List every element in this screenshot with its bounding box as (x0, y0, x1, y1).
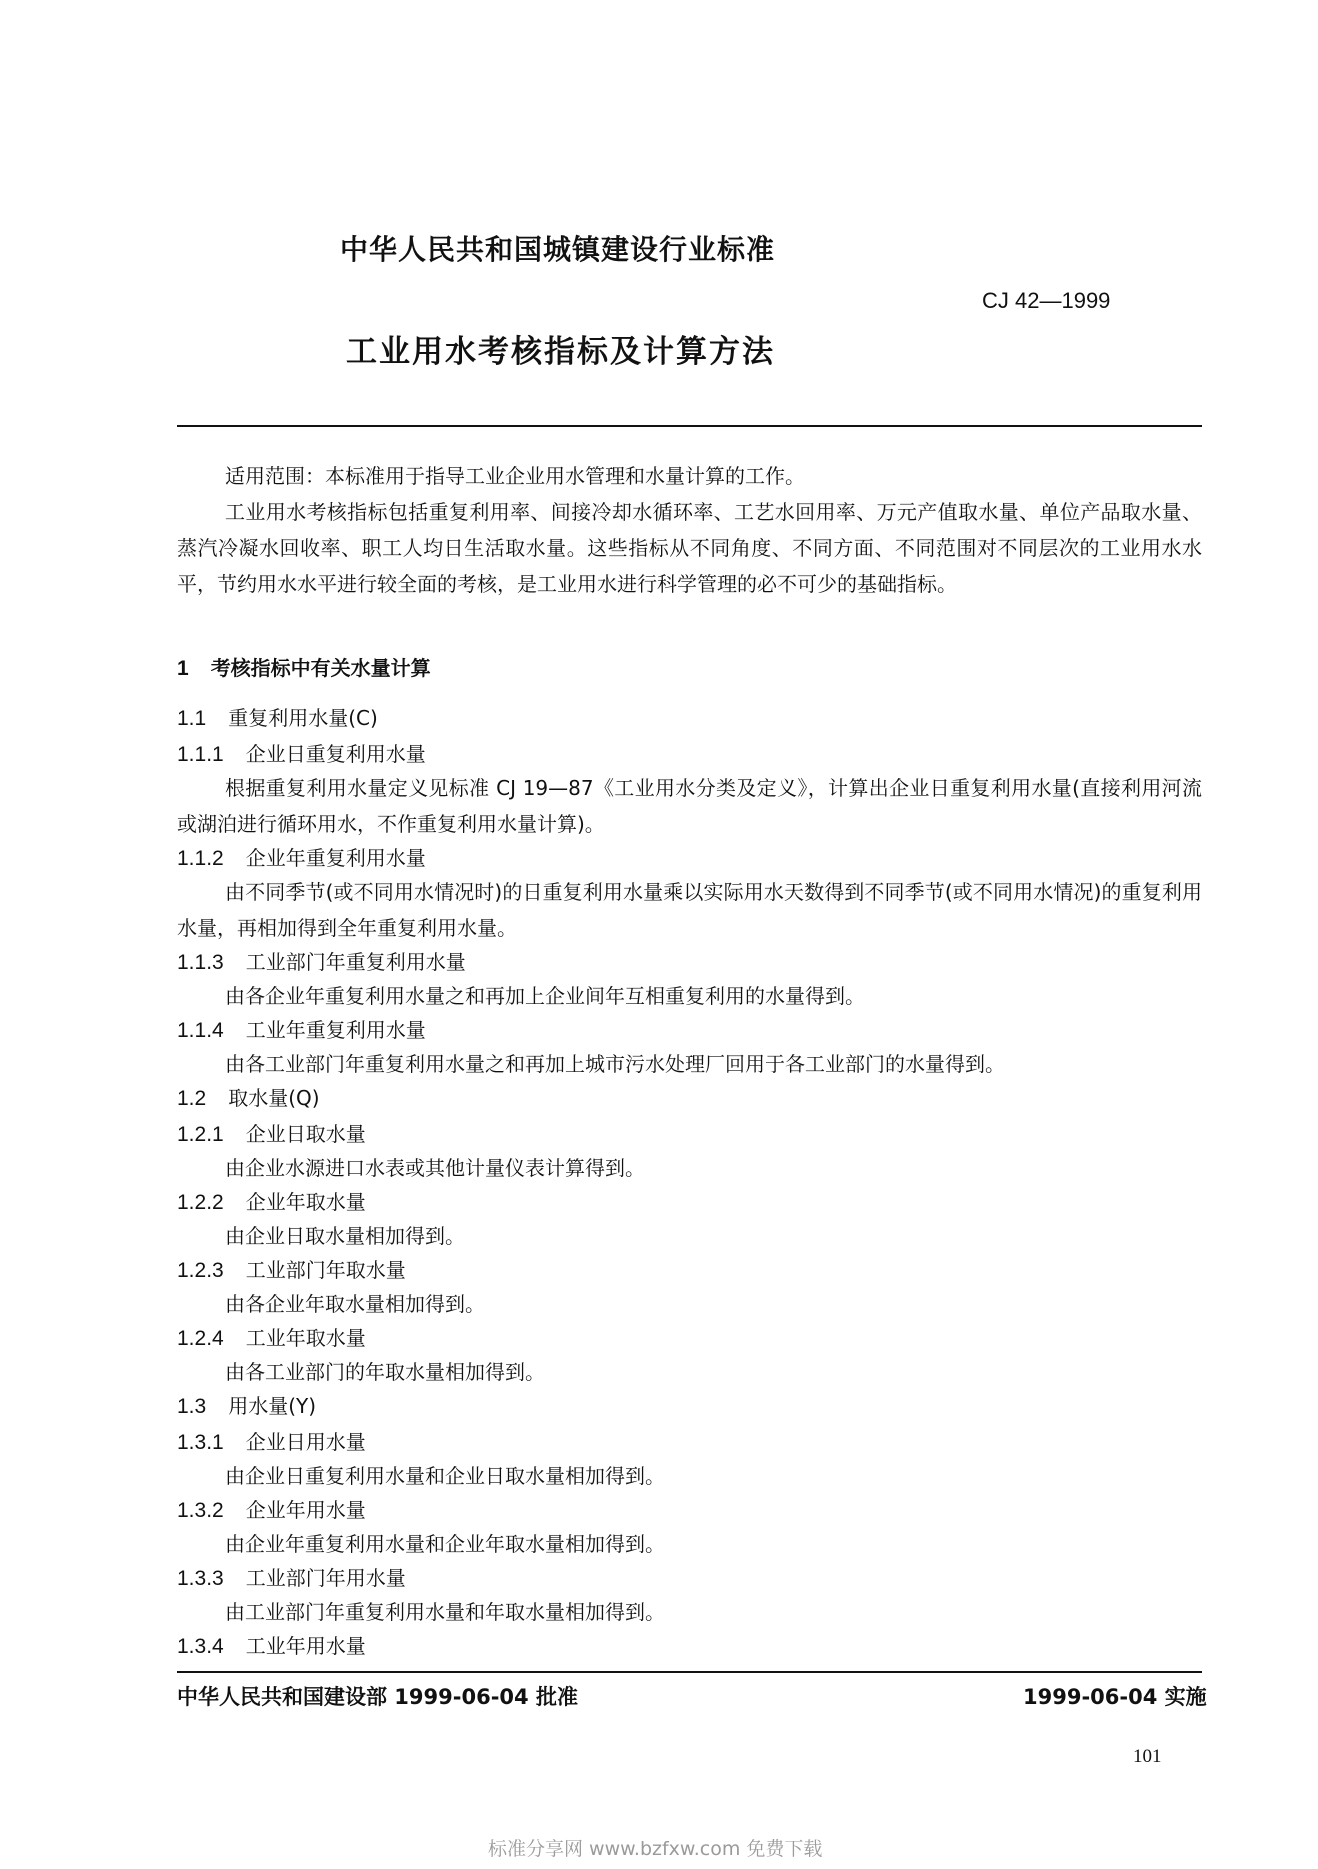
item-number: 1.2 (177, 1087, 207, 1110)
item-number: 1.2.3 (177, 1259, 224, 1282)
item-text: 由各工业部门年重复利用水量之和再加上城市污水处理厂回用于各工业部门的水量得到。 (225, 1052, 1005, 1076)
approval-line: 中华人民共和国建设部 1999-06-04 批准 (177, 1685, 578, 1709)
item-title: 工业年用水量 (245, 1634, 366, 1658)
item-heading (177, 842, 426, 871)
item-number: 1.3.3 (177, 1567, 224, 1590)
header-divider (177, 425, 1202, 427)
item-text: 由各企业年重复利用水量之和再加上企业间年互相重复利用的水量得到。 (225, 984, 865, 1008)
item-title: 用水量(Y) (228, 1394, 317, 1418)
item-title: 企业年用水量 (245, 1498, 366, 1522)
item-title: 企业日重复利用水量 (245, 742, 426, 766)
item-title: 工业年取水量 (245, 1326, 366, 1350)
item-title: 取水量(Q) (228, 1086, 320, 1110)
item-text: 由工业部门年重复利用水量和年取水量相加得到。 (225, 1600, 665, 1624)
item-text: 由不同季节(或不同用水情况时)的日重复利用水量乘以实际用水天数得到不同季节(或不同用水情况)的重复利用水量，再相加得到全年重复利用水量。 (177, 880, 1202, 940)
item-title: 工业部门年重复利用水量 (245, 950, 466, 974)
item-text: 由各工业部门的年取水量相加得到。 (225, 1360, 545, 1384)
item-title: 工业部门年用水量 (245, 1566, 406, 1590)
item-title: 企业年取水量 (245, 1190, 366, 1214)
footer-divider (177, 1671, 1202, 1673)
item-heading (177, 1494, 366, 1523)
item-number: 1.1 (177, 707, 207, 730)
section-heading (177, 652, 431, 681)
effective-date: 1999-06-04 实施 (1023, 1685, 1207, 1709)
item-title: 工业部门年取水量 (245, 1258, 406, 1282)
item-heading (177, 946, 466, 975)
indicators-paragraph: 工业用水考核指标包括重复利用率、间接冷却水循环率、工艺水回用率、万元产值取水量、单位产品取水量、蒸汽冷凝水回收率、职工人均日生活取水量。这些指标从不同角度、不同方面、不同范围对不同层次的工业用水水平，节约用水水平进行较全面的考核，是工业用水进行科学管理的必不可少的基础指标。 (177, 500, 1202, 596)
org-title: 中华人民共和国城镇建设行业标准 (340, 233, 776, 266)
page-number: 101 (1133, 1746, 1162, 1767)
item-heading (177, 1322, 366, 1351)
section-number: 1 (177, 657, 189, 680)
item-number: 1.3.4 (177, 1635, 224, 1658)
item-number: 1.3.2 (177, 1499, 224, 1522)
item-title: 企业日取水量 (245, 1122, 366, 1146)
item-text: 根据重复利用水量定义见标准 CJ 19—87《工业用水分类及定义》，计算出企业日重复利用水量(直接利用河流或湖泊进行循环用水，不作重复利用水量计算)。 (177, 776, 1202, 836)
item-number: 1.3.1 (177, 1431, 224, 1454)
item-heading (177, 1014, 426, 1043)
item-text: 由企业年重复利用水量和企业年取水量相加得到。 (225, 1532, 665, 1556)
item-number: 1.1.4 (177, 1019, 224, 1042)
item-title: 工业年重复利用水量 (245, 1018, 426, 1042)
item-heading (177, 1562, 406, 1591)
item-title: 重复利用水量(C) (228, 706, 378, 730)
item-number: 1.2.2 (177, 1191, 224, 1214)
item-number: 1.2.4 (177, 1327, 224, 1350)
item-heading (177, 1426, 366, 1455)
item-number: 1.1.2 (177, 847, 224, 870)
section-title: 考核指标中有关水量计算 (210, 656, 431, 680)
item-number: 1.2.1 (177, 1123, 224, 1146)
item-number: 1.3 (177, 1395, 207, 1418)
item-heading (177, 1390, 316, 1419)
item-heading (177, 702, 378, 731)
item-text: 由各企业年取水量相加得到。 (225, 1292, 485, 1316)
item-heading (177, 1186, 366, 1215)
watermark-text: 标准分享网 www.bzfxw.com 免费下载 (488, 1838, 823, 1860)
item-heading (177, 738, 426, 767)
item-heading (177, 1630, 366, 1659)
document-title: 工业用水考核指标及计算方法 (346, 334, 775, 370)
standard-code: CJ 42—1999 (982, 288, 1111, 313)
item-heading (177, 1118, 366, 1147)
scope-paragraph: 适用范围：本标准用于指导工业企业用水管理和水量计算的工作。 (225, 464, 805, 488)
item-heading (177, 1082, 320, 1111)
item-heading (177, 1254, 406, 1283)
item-text: 由企业日重复利用水量和企业日取水量相加得到。 (225, 1464, 665, 1488)
item-text: 由企业水源进口水表或其他计量仪表计算得到。 (225, 1156, 645, 1180)
item-text: 由企业日取水量相加得到。 (225, 1224, 465, 1248)
item-title: 企业年重复利用水量 (245, 846, 426, 870)
item-number: 1.1.1 (177, 743, 224, 766)
item-number: 1.1.3 (177, 951, 224, 974)
item-title: 企业日用水量 (245, 1430, 366, 1454)
